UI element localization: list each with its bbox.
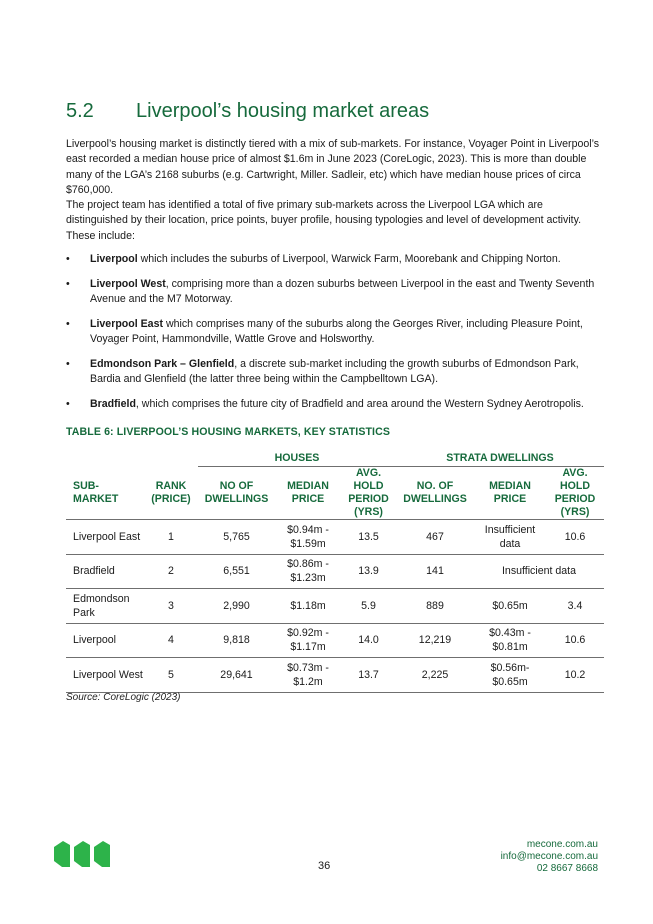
- cell-house-dwellings: 2,990: [198, 589, 275, 624]
- cell-strata-hold: 3.4: [546, 589, 604, 624]
- column-header-submarket: SUB-MARKET: [66, 467, 144, 520]
- paragraph-text: The project team has identified a total of five primary sub-markets across the Liverpool LGA which are distinguished by their location, price points, buyer profile, housing typologies and level of development activity. These include:: [66, 199, 582, 242]
- table-row: [66, 554, 604, 589]
- cell-strata-insufficient: Insufficient data: [474, 554, 604, 589]
- cell-house-median: $0.86m - $1.23m: [275, 554, 341, 589]
- cell-rank: 3: [144, 589, 198, 624]
- group-spacer: [144, 450, 198, 467]
- website-link[interactable]: mecone.com.au: [526, 839, 598, 850]
- phone-number: 02 8667 8668: [536, 863, 598, 874]
- cell-house-hold: 14.0: [341, 623, 396, 658]
- list-item-name: Liverpool East: [90, 317, 163, 330]
- list-item: [66, 277, 606, 308]
- cell-house-dwellings: 29,641: [198, 658, 275, 693]
- cell-house-median: $0.92m - $1.17m: [275, 623, 341, 658]
- list-item-text: , comprising more than a dozen suburbs between Liverpool in the east and Twenty Seventh Avenue and the M7 Motorway.: [90, 277, 595, 306]
- cell-strata-hold: 10.6: [546, 623, 604, 658]
- cell-house-hold: 13.9: [341, 554, 396, 589]
- list-item-name: Liverpool: [90, 253, 138, 265]
- table-title: TABLE 6: LIVERPOOL’S HOUSING MARKETS, KEY STATISTICS: [66, 426, 391, 438]
- table-row: [66, 589, 604, 624]
- cell-rank: 4: [144, 623, 198, 658]
- group-houses-header: HOUSES: [198, 450, 396, 467]
- column-header-strata-dwellings: NO. OF DWELLINGS: [396, 467, 474, 520]
- list-item-name: Liverpool West: [90, 277, 166, 290]
- section-heading: [66, 100, 429, 123]
- cell-house-dwellings: 6,551: [198, 554, 275, 589]
- cell-submarket: Edmondson Park: [66, 589, 144, 624]
- intro-paragraph: [66, 137, 606, 198]
- bullet-icon: •: [66, 398, 70, 411]
- cell-strata-hold: 10.6: [546, 520, 604, 555]
- paragraph-text: Liverpool’s housing market is distinctly tiered with a mix of sub-markets. For instance, Voyager Point in Liverpool’s east recorded a median house price of almost $1.6m in June 2023 (CoreLogic, 2023). This is more than double many of the LGA’s 2168 suburbs (e.g. Cartwright, Miller. Sadleir, etc) which have median house prices of circa $760,000.: [66, 138, 600, 196]
- column-header-rank: RANK (PRICE): [144, 467, 198, 520]
- list-item: [66, 317, 606, 348]
- table-group-header: [66, 450, 604, 467]
- list-item-text: , a discrete sub-market including the growth suburbs of Edmondson Park, Bardia and Glenfield (the latter three being within the Campbelltown LGA).: [90, 357, 579, 386]
- cell-strata-hold: 10.2: [546, 658, 604, 693]
- cell-strata-dwellings: 889: [396, 589, 474, 624]
- cell-strata-median: $0.43m - $0.81m: [474, 623, 546, 658]
- logo-bar-1: [54, 841, 70, 867]
- cell-submarket: Bradfield: [66, 554, 144, 589]
- list-item-name: Bradfield: [90, 398, 136, 411]
- section-title: Liverpool’s housing market areas: [136, 100, 430, 122]
- cell-rank: 1: [144, 520, 198, 555]
- cell-house-dwellings: 5,765: [198, 520, 275, 555]
- cell-house-hold: 13.7: [341, 658, 396, 693]
- submarket-list: [66, 252, 606, 422]
- list-item: [66, 397, 606, 412]
- housing-statistics-table: [66, 450, 604, 693]
- column-header-strata-hold: AVG. HOLD PERIOD (YRS): [546, 467, 604, 520]
- list-item-text: which includes the suburbs of Liverpool, Warwick Farm, Moorebank and Chipping Norton.: [137, 253, 561, 265]
- cell-house-median: $0.94m - $1.59m: [275, 520, 341, 555]
- table-row: [66, 658, 604, 693]
- group-strata-header: STRATA DWELLINGS: [396, 450, 604, 467]
- bullet-icon: •: [66, 277, 70, 290]
- column-header-strata-median: MEDIAN PRICE: [474, 467, 546, 520]
- cell-submarket: Liverpool East: [66, 520, 144, 555]
- group-spacer: [66, 450, 144, 467]
- list-item: [66, 357, 606, 388]
- list-item-text: which comprises many of the suburbs along the Georges River, including Pleasure Point, Voyager Point, Hammondville, Wattle Grove and Holsworthy.: [90, 317, 583, 346]
- section-number: 5.2: [66, 100, 94, 122]
- column-header-house-median: MEDIAN PRICE: [275, 467, 341, 520]
- bullet-icon: •: [66, 317, 70, 330]
- column-header-house-dwellings: NO OF DWELLINGS: [198, 467, 275, 520]
- cell-submarket: Liverpool: [66, 623, 144, 658]
- table-column-header: [66, 467, 604, 520]
- cell-strata-median: Insufficient data: [474, 520, 546, 555]
- cell-strata-dwellings: 141: [396, 554, 474, 589]
- logo-bar-3: [94, 841, 110, 867]
- page-number: 36: [318, 860, 331, 872]
- cell-house-dwellings: 9,818: [198, 623, 275, 658]
- list-item: [66, 252, 606, 267]
- table-row: [66, 520, 604, 555]
- table-row: [66, 623, 604, 658]
- cell-house-hold: 5.9: [341, 589, 396, 624]
- cell-strata-median: $0.56m- $0.65m: [474, 658, 546, 693]
- cell-strata-dwellings: 467: [396, 520, 474, 555]
- column-header-house-hold: AVG. HOLD PERIOD (YRS): [341, 467, 396, 520]
- cell-strata-dwellings: 2,225: [396, 658, 474, 693]
- bullet-icon: •: [66, 253, 70, 265]
- list-item-text: , which comprises the future city of Bradfield and area around the Western Sydney Aerotropolis.: [135, 398, 584, 411]
- contact-block: [501, 839, 598, 875]
- email-link[interactable]: info@mecone.com.au: [500, 851, 598, 862]
- cell-rank: 2: [144, 554, 198, 589]
- cell-house-median: $0.73m - $1.2m: [275, 658, 341, 693]
- cell-house-median: $1.18m: [275, 589, 341, 624]
- cell-house-hold: 13.5: [341, 520, 396, 555]
- logo-bar-2: [74, 841, 90, 867]
- cell-rank: 5: [144, 658, 198, 693]
- cell-submarket: Liverpool West: [66, 658, 144, 693]
- cell-strata-median: $0.65m: [474, 589, 546, 624]
- submarkets-paragraph: [66, 198, 606, 244]
- bullet-icon: •: [66, 357, 70, 370]
- table-source: Source: CoreLogic (2023): [66, 692, 181, 703]
- mecone-logo-icon: [54, 841, 110, 867]
- cell-strata-dwellings: 12,219: [396, 623, 474, 658]
- list-item-name: Edmondson Park – Glenfield: [90, 357, 235, 370]
